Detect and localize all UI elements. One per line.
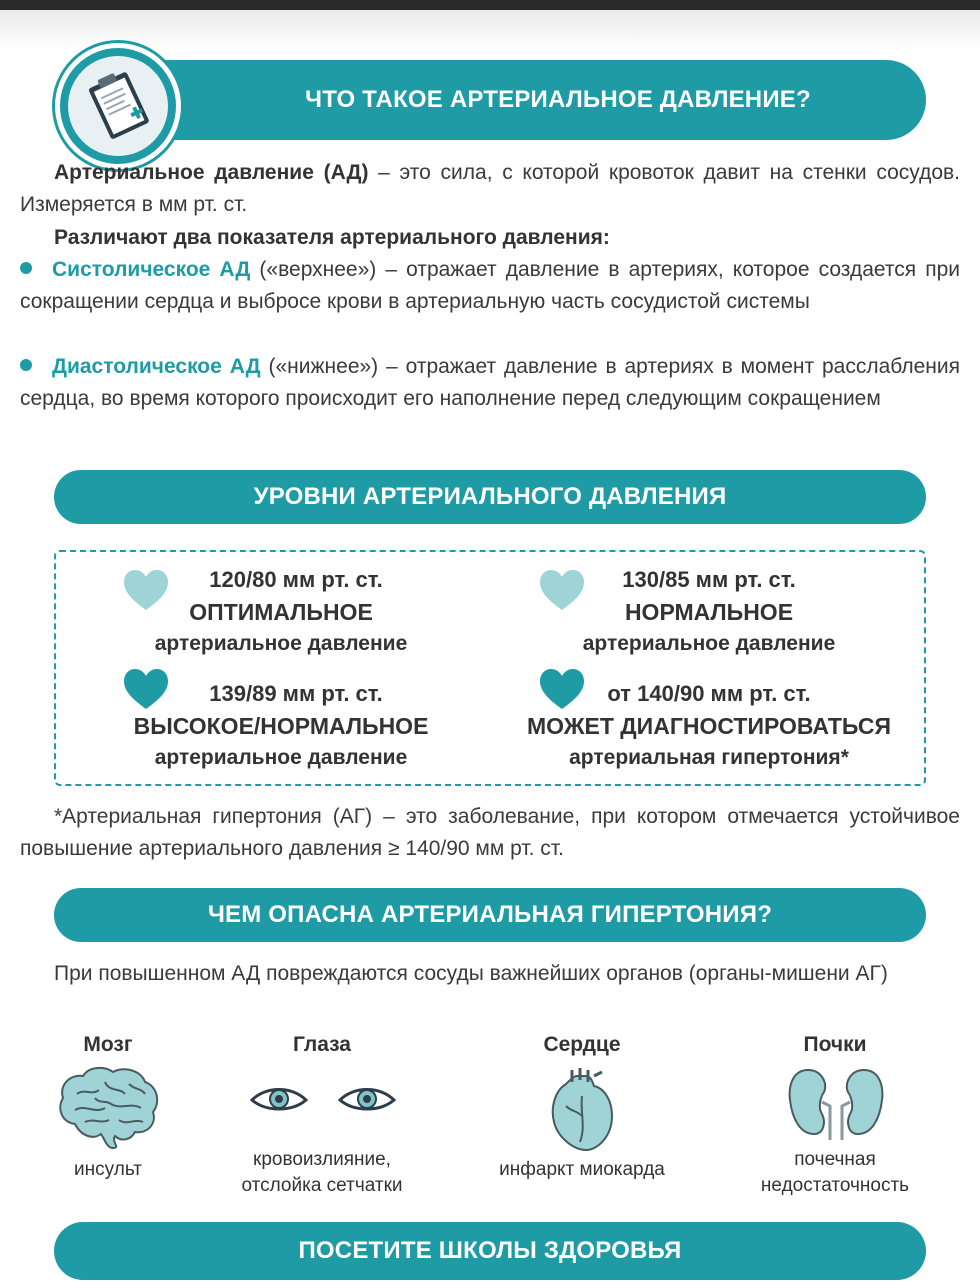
organ-title-heart: Сердце: [543, 1033, 621, 1056]
clipboard-badge: [55, 43, 181, 169]
definition-paragraph: [20, 157, 960, 221]
brain-icon: [55, 1064, 161, 1150]
section-bp-levels-banner: [54, 470, 926, 524]
definition-term: Артериальное давление (АД): [54, 161, 369, 184]
level-optimal: [116, 564, 446, 660]
systolic-term: Систолическое АД: [52, 258, 251, 281]
eyes-icon: [248, 1080, 398, 1120]
diastolic-term: Диастолическое АД: [52, 355, 261, 378]
diastolic-text: («нижнее») – отражает давление в артериях в момент расслабления сердца, во время которого происходит его наполнение перед следующим сокращением: [20, 355, 961, 410]
heart-organ-icon: [546, 1066, 618, 1152]
clipboard-icon: [68, 56, 168, 156]
systolic-text: («верхнее») – отражает давление в артериях, которое создается при сокращении сердца и выбросе крови в артериальную часть сосудистой системы: [20, 258, 960, 313]
level-value: от 140/90 мм рт. ст.: [607, 681, 811, 706]
level-normal: [544, 564, 874, 660]
level-value: 139/89 мм рт. ст.: [209, 681, 383, 706]
kidneys-icon: [786, 1066, 886, 1140]
section-title: ЧТО ТАКОЕ АРТЕРИАЛЬНОЕ ДАВЛЕНИЕ?: [305, 86, 811, 113]
level-category: ВЫСОКОЕ/НОРМАЛЬНОЕ: [133, 713, 429, 739]
bullet-dot: [20, 359, 32, 371]
section-dangers-banner: [54, 888, 926, 942]
section-title: ЧЕМ ОПАСНА АРТЕРИАЛЬНАЯ ГИПЕРТОНИЯ?: [207, 901, 773, 928]
systolic-paragraph: [20, 254, 960, 318]
organ-title-kidneys: Почки: [803, 1033, 867, 1056]
bullet-dot: [20, 262, 32, 274]
footnote-paragraph: [20, 801, 960, 865]
organ-caption-kidneys: почечная недостаточность: [760, 1149, 910, 1196]
section-what-is-bp-banner: [150, 60, 926, 140]
organ-caption-heart: инфаркт миокарда: [499, 1159, 665, 1180]
status-bar: [0, 0, 980, 10]
level-value: 130/85 мм рт. ст.: [622, 567, 796, 592]
level-category: МОЖЕТ ДИАГНОСТИРОВАТЬСЯ: [526, 713, 891, 739]
level-category: ОПТИМАЛЬНОЕ: [189, 599, 373, 625]
organ-caption-eyes: кровоизлияние, отслойка сетчатки: [241, 1149, 403, 1196]
level-value: 120/80 мм рт. ст.: [209, 567, 383, 592]
organs-intro-paragraph: [20, 958, 960, 990]
intro-paragraph: [20, 222, 960, 254]
level-sub: артериальное давление: [154, 746, 408, 769]
organ-title-eyes: Глаза: [293, 1033, 351, 1056]
level-high-normal: [116, 678, 446, 774]
level-sub: артериальное давление: [154, 632, 408, 655]
level-category: НОРМАЛЬНОЕ: [624, 599, 794, 625]
intro-text: Различают два показателя артериального давления:: [54, 226, 610, 249]
definition-text: – это сила, с которой кровоток давит на стенки сосудов. Измеряется в мм рт. ст.: [20, 161, 960, 216]
organ-caption-brain: инсульт: [74, 1159, 142, 1180]
section-health-schools-banner[interactable]: [54, 1222, 926, 1280]
level-hypertension: [524, 678, 894, 774]
section-title: УРОВНИ АРТЕРИАЛЬНОГО ДАВЛЕНИЯ: [253, 483, 727, 510]
bp-levels-box: [54, 550, 926, 786]
organ-title-brain: Мозг: [83, 1033, 133, 1056]
diastolic-paragraph: [20, 351, 960, 415]
footnote-text: *Артериальная гипертония (АГ) – это заболевание, при котором отмечается устойчивое повышение артериального давления ≥ 140/90 мм рт. ст.: [20, 805, 960, 860]
top-fade: [0, 10, 980, 50]
level-sub: артериальная гипертония*: [569, 746, 849, 769]
level-sub: артериальное давление: [582, 632, 836, 655]
section-title: ПОСЕТИТЕ ШКОЛЫ ЗДОРОВЬЯ: [298, 1237, 682, 1264]
organs-intro-text: При повышенном АД повреждаются сосуды важнейших органов (органы-мишени АГ): [54, 962, 888, 985]
